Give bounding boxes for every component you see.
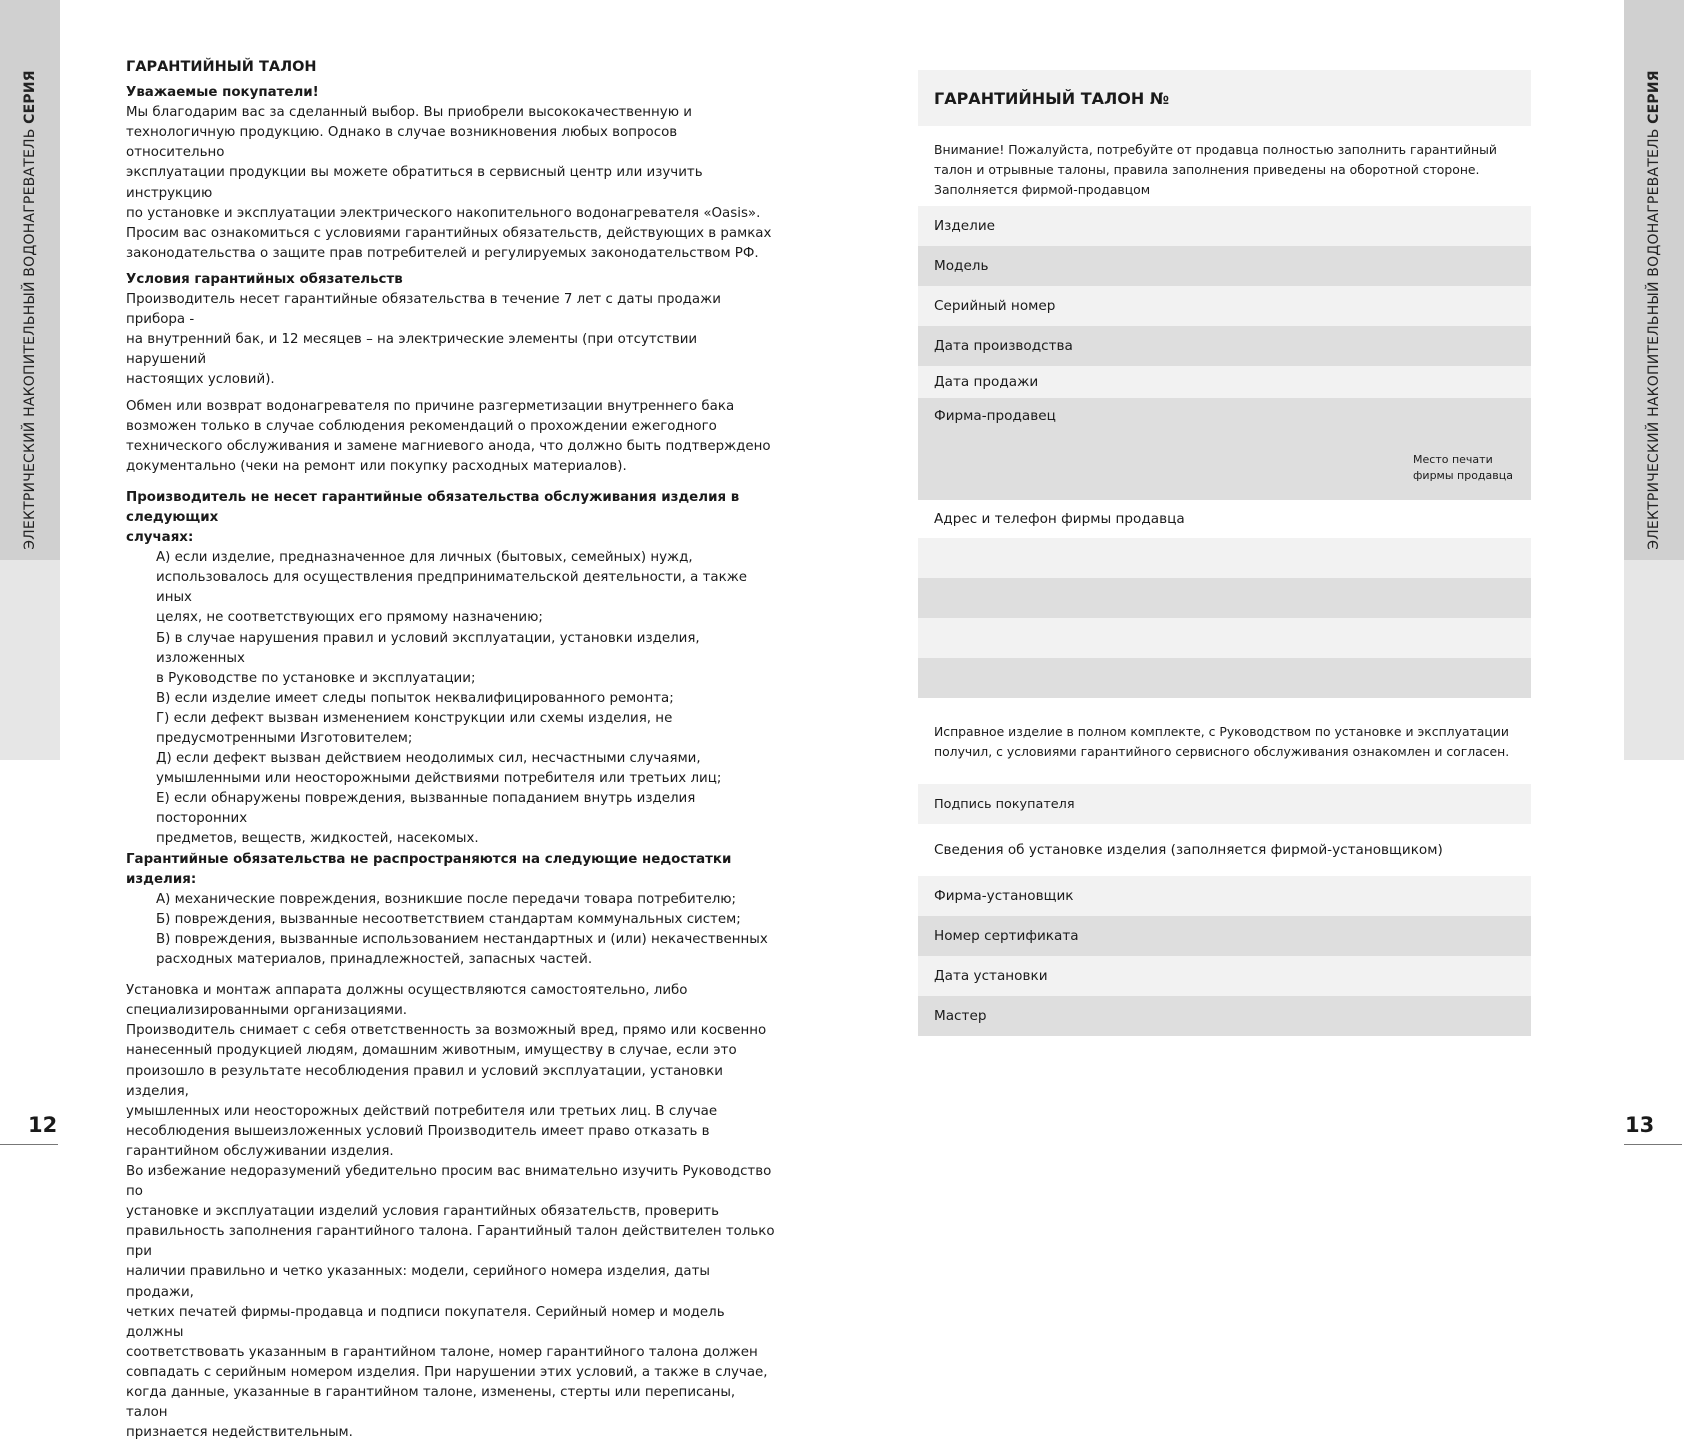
text-line: установке и эксплуатации изделий условия гарантийных обязательств, проверить xyxy=(126,1204,719,1220)
greeting: Уважаемые покупатели! xyxy=(126,85,319,101)
text-line: возможен только в случае соблюдения рекомендаций о прохождении ежегодного xyxy=(126,418,717,434)
closing-paragraph xyxy=(126,981,776,1443)
stamp-line: Место печати xyxy=(1413,453,1493,466)
warranty-card-form xyxy=(918,70,1531,1036)
seller-field[interactable] xyxy=(918,398,1531,500)
stamp-placeholder xyxy=(1413,452,1513,484)
not-liable-heading xyxy=(126,488,776,548)
serial-number-field[interactable]: Серийный номер xyxy=(918,286,1531,326)
text-line: признается недействительным. xyxy=(126,1425,353,1441)
text-line: Установка и монтаж аппарата должны осуществляются самостоятельно, либо xyxy=(126,983,688,999)
list-item: в Руководстве по установке и эксплуатации; xyxy=(156,670,476,686)
production-date-field[interactable]: Дата производства xyxy=(918,326,1531,366)
text-line: несоблюдения вышеизложенных условий Производитель имеет право отказать в xyxy=(126,1123,710,1139)
text-line: Обмен или возврат водонагревателя по причине разгерметизации внутреннего бака xyxy=(126,398,735,414)
text-line: Просим вас ознакомиться с условиями гарантийных обязательств, действующих в рамках xyxy=(126,225,772,241)
text-line: четких печатей фирмы-продавца и подписи покупателя. Серийный номер и модель должны xyxy=(126,1304,725,1340)
text-line: Производитель несет гарантийные обязательства в течение 7 лет с даты продажи прибора - xyxy=(126,292,721,328)
not-covered-heading: Гарантийные обязательства не распространяются на следующие недостатки изделия: xyxy=(126,851,732,887)
acceptance-statement xyxy=(918,698,1531,784)
master-field[interactable]: Мастер xyxy=(918,996,1531,1036)
text-line: Производитель не несет гарантийные обязательства обслуживания изделия в следующих xyxy=(126,489,740,525)
list-item: Д) если дефект вызван действием неодолимых сил, несчастными случаями, xyxy=(156,751,701,767)
list-item: Б) в случае нарушения правил и условий эксплуатации, установки изделия, изложенных xyxy=(156,630,700,666)
text-line: эксплуатации продукции вы можете обратиться в сервисный центр или изучить инструкцию xyxy=(126,165,703,201)
sale-date-field[interactable]: Дата продажи xyxy=(918,366,1531,398)
list-item: В) если изделие имеет следы попыток неквалифицированного ремонта; xyxy=(156,690,674,706)
form-title: ГАРАНТИЙНЫЙ ТАЛОН № xyxy=(918,70,1531,126)
text-line: Заполняется фирмой-продавцом xyxy=(934,182,1151,197)
right-spine-strip xyxy=(1624,0,1684,760)
install-date-field[interactable]: Дата установки xyxy=(918,956,1531,996)
text-line: законодательства о защите прав потребителей и регулируемых законодательством РФ. xyxy=(126,245,759,261)
text-line: документально (чеки на ремонт или покупку расходных материалов). xyxy=(126,458,627,474)
text-line: случаях: xyxy=(126,530,194,546)
left-spine-strip xyxy=(0,0,60,760)
list-item: использовалось для осуществления предпринимательской деятельности, а также иных xyxy=(156,570,748,606)
warranty-terms-page xyxy=(126,57,776,1443)
text-line: Внимание! Пожалуйста, потребуйте от продавца полностью заполнить гарантийный xyxy=(934,142,1497,157)
list-item: Г) если дефект вызван изменением конструкции или схемы изделия, не xyxy=(156,710,673,726)
text-line: произошло в результате несоблюдения правил и условий эксплуатации, установки изделия, xyxy=(126,1063,723,1099)
certificate-number-field[interactable]: Номер сертификата xyxy=(918,916,1531,956)
page-number-right: 13 xyxy=(1625,1113,1655,1137)
text-line: гарантийном обслуживании изделия. xyxy=(126,1143,394,1159)
page-number-left: 12 xyxy=(28,1113,58,1137)
stamp-line: фирмы продавца xyxy=(1413,469,1513,482)
address-line-4[interactable] xyxy=(918,658,1531,698)
left-spine-text: ЭЛЕКТРИЧЕСКИЙ НАКОПИТЕЛЬНЫЙ ВОДОНАГРЕВАТЕЛЬ СЕРИЯ xyxy=(22,70,38,550)
list-item: предметов, веществ, жидкостей, насекомых. xyxy=(156,831,479,847)
page-number-rule-right xyxy=(1624,1144,1682,1145)
not-covered-list xyxy=(126,890,776,970)
page-number-rule-left xyxy=(0,1144,58,1145)
conditions-paragraph xyxy=(126,290,776,390)
exchange-paragraph xyxy=(126,397,776,477)
text-line: по установке и эксплуатации электрического накопительного водонагревателя «Oasis». xyxy=(126,205,761,221)
list-item: Е) если обнаружены повреждения, вызванные попаданием внутрь изделия посторонних xyxy=(156,791,696,827)
list-item: целях, не соответствующих его прямому назначению; xyxy=(156,610,543,626)
address-line-3[interactable] xyxy=(918,618,1531,658)
seller-label: Фирма-продавец xyxy=(934,408,1056,424)
text-line: талон и отрывные талоны, правила заполнения приведены на оборотной стороне. xyxy=(934,162,1480,177)
address-line-1[interactable] xyxy=(918,538,1531,578)
page-title: ГАРАНТИЙНЫЙ ТАЛОН xyxy=(126,59,317,75)
text-line: Во избежание недоразумений убедительно просим вас внимательно изучить Руководство по xyxy=(126,1163,772,1200)
product-field[interactable]: Изделие xyxy=(918,206,1531,246)
text-line: Мы благодарим вас за сделанный выбор. Вы приобрели высококачественную и xyxy=(126,105,692,121)
intro-paragraph xyxy=(126,103,776,264)
list-item: А) механические повреждения, возникшие после передачи товара потребителю; xyxy=(156,891,737,907)
buyer-signature-field[interactable]: Подпись покупателя xyxy=(918,784,1531,824)
right-spine-text: ЭЛЕКТРИЧЕСКИЙ НАКОПИТЕЛЬНЫЙ ВОДОНАГРЕВАТЕЛЬ СЕРИЯ xyxy=(1646,70,1662,550)
text-line: технического обслуживания и замене магниевого анода, что должно быть подтверждено xyxy=(126,438,771,454)
text-line: когда данные, указанные в гарантийном талоне, изменены, стерты или переписаны, талон xyxy=(126,1385,736,1421)
form-note xyxy=(918,126,1531,206)
seller-address-label: Адрес и телефон фирмы продавца xyxy=(918,500,1531,538)
installation-heading: Сведения об установке изделия (заполняется фирмой-установщиком) xyxy=(918,824,1531,876)
text-line: умышленных или неосторожных действий потребителя или третьих лиц. В случае xyxy=(126,1103,718,1119)
text-line: на внутренний бак, и 12 месяцев – на электрические элементы (при отсутствии нарушений xyxy=(126,332,698,368)
text-line: настоящих условий). xyxy=(126,372,275,388)
text-line: правильность заполнения гарантийного талона. Гарантийный талон действителен только при xyxy=(126,1224,775,1260)
list-item: предусмотренными Изготовителем; xyxy=(156,731,413,746)
list-item: умышленными или неосторожными действиями потребителя или третьих лиц; xyxy=(156,771,722,787)
text-line: Производитель снимает с себя ответственность за возможный вред, прямо или косвенно xyxy=(126,1023,767,1039)
text-line: соответствовать указанным в гарантийном талоне, номер гарантийного талона должен xyxy=(126,1344,758,1360)
conditions-heading: Условия гарантийных обязательств xyxy=(126,271,403,287)
text-line: нанесенный продукцией людям, домашним животным, имуществу в случае, если это xyxy=(126,1043,737,1059)
text-line: технологичную продукцию. Однако в случае возникновения любых вопросов относительно xyxy=(126,125,678,161)
list-item: расходных материалов, принадлежностей, запасных частей. xyxy=(156,952,593,968)
text-line: наличии правильно и четко указанных: модели, серийного номера изделия, даты продажи, xyxy=(126,1264,711,1300)
text-line: Исправное изделие в полном комплекте, с Руководством по установке и эксплуатации xyxy=(934,724,1509,739)
text-line: совпадать с серийным номером изделия. При нарушении этих условий, а также в случае, xyxy=(126,1364,768,1380)
address-line-2[interactable] xyxy=(918,578,1531,618)
list-item: Б) повреждения, вызванные несоответствием стандартам коммунальных систем; xyxy=(156,911,741,927)
not-liable-list xyxy=(126,548,776,849)
model-field[interactable]: Модель xyxy=(918,246,1531,286)
text-line: получил, с условиями гарантийного сервисного обслуживания ознакомлен и согласен. xyxy=(934,744,1510,759)
list-item: А) если изделие, предназначенное для личных (бытовых, семейных) нужд, xyxy=(156,550,693,566)
text-line: специализированными организациями. xyxy=(126,1003,408,1019)
list-item: В) повреждения, вызванные использованием нестандартных и (или) некачественных xyxy=(156,931,768,947)
installer-field[interactable]: Фирма-установщик xyxy=(918,876,1531,916)
